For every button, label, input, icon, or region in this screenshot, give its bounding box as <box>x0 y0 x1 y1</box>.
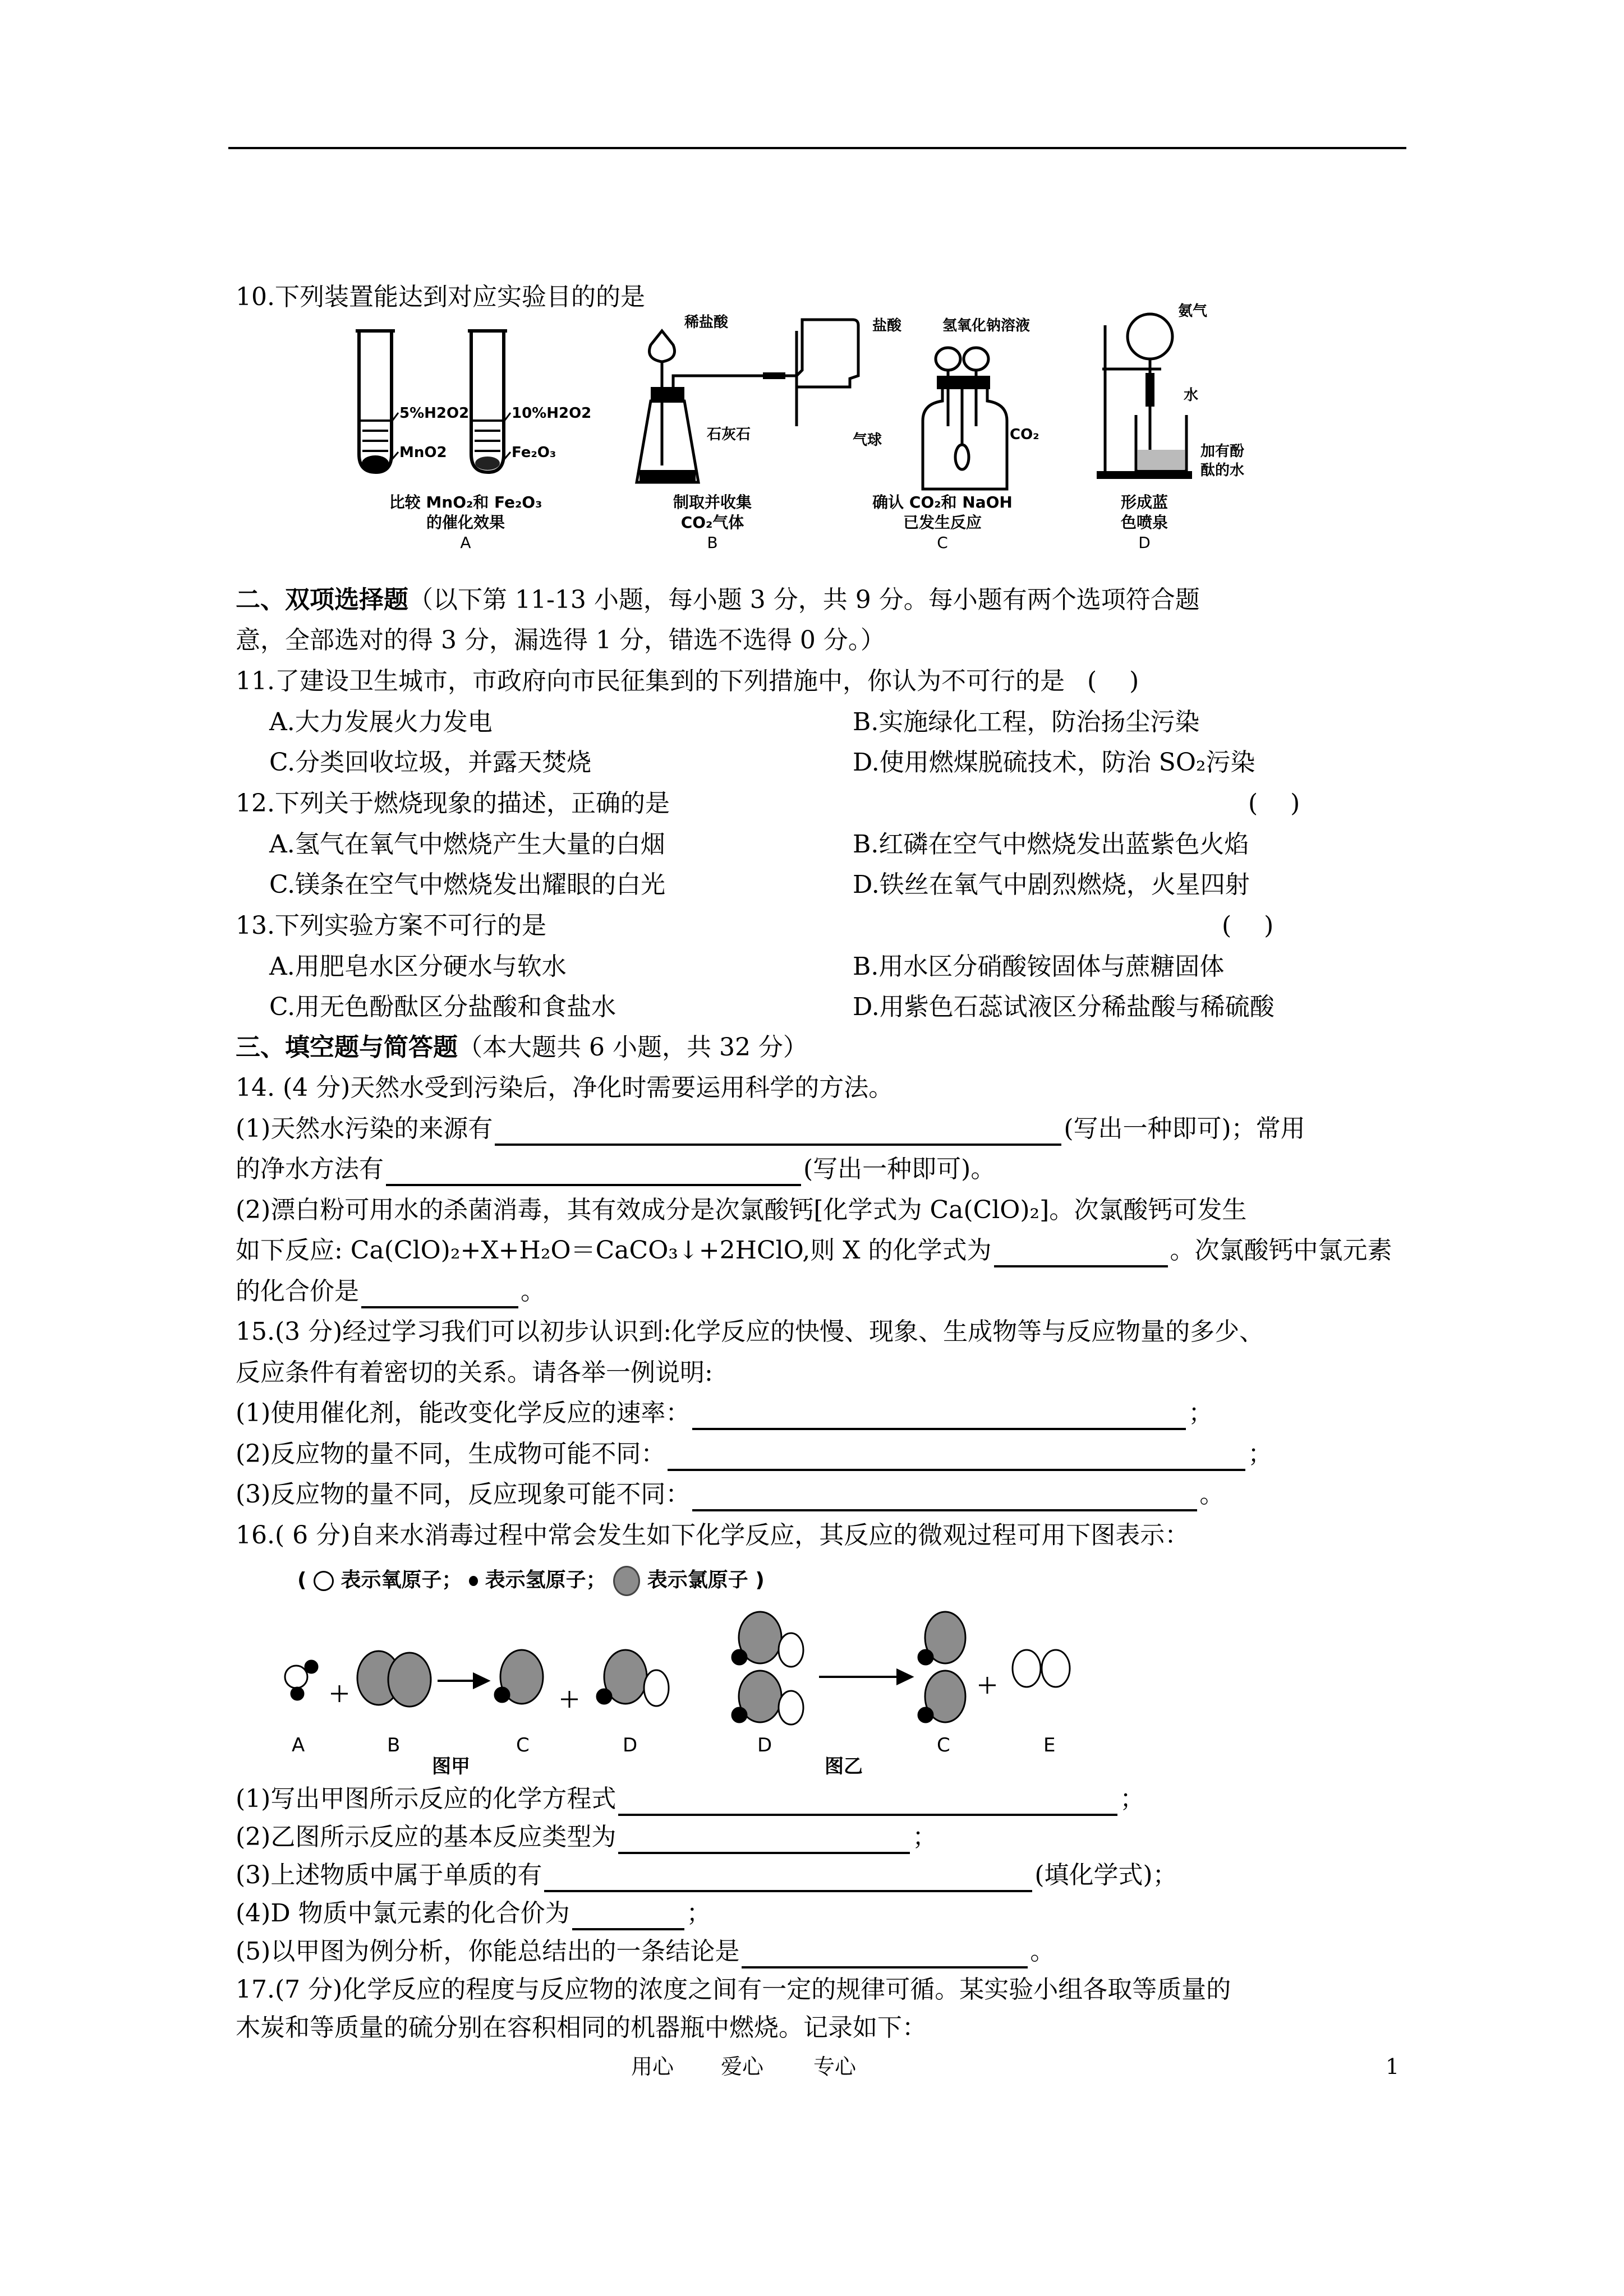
q11-option-b: B.实施绿化工程，防治扬尘污染 <box>853 708 1200 736</box>
fig-yi-title: 图乙 <box>825 1755 863 1778</box>
apparatus-a-letter: A <box>460 533 471 552</box>
q15-item-1-blank[interactable] <box>692 1402 1186 1430</box>
fig-yi-label-d: D <box>757 1734 772 1756</box>
section3-title: 三、填空题与简答题 <box>236 1033 458 1062</box>
chlorine-atom-icon <box>613 1566 640 1596</box>
molecule-d <box>597 1650 669 1706</box>
q16-q4-blank[interactable] <box>572 1902 684 1930</box>
label-co2: CO₂ <box>1010 426 1039 443</box>
label-fe2o3: Fe₂O₃ <box>512 444 556 461</box>
q15-item-2: (2)反应物的量不同，生成物可能不同： ； <box>236 1437 1272 1471</box>
apparatus-d-figure <box>1094 303 1195 488</box>
section3-heading <box>236 1031 808 1064</box>
label-phenol-water-1: 加有酚 <box>1200 443 1245 460</box>
hydrogen-atom-icon <box>469 1576 478 1586</box>
q14-purify-method-blank[interactable] <box>386 1158 801 1186</box>
q17-stem-2: 木炭和等质量的硫分别在容积相同的机器瓶中燃烧。记录如下： <box>236 2013 927 2042</box>
q13-option-d: D.用紫色石蕊试液区分稀盐酸与稀硫酸 <box>853 993 1275 1021</box>
footer-motto-2: 爱心 <box>721 2054 764 2079</box>
q14-part1-line2: 的净水方法有 (写出一种即可)。 <box>236 1152 995 1186</box>
q16-question-3: (3)上述物质中属于单质的有 (填化学式)； <box>236 1859 1177 1892</box>
section2-desc-1: （以下第 11-13 小题，每小题 3 分，共 9 分。每小题有两个选项符合题 <box>408 585 1200 614</box>
q16-reaction-figure <box>252 1604 1094 1733</box>
q14-part1-line1: (1)天然水污染的来源有 (写出一种即可)；常用 <box>236 1112 1305 1146</box>
fig-jia-label-b: B <box>387 1734 401 1756</box>
apparatus-c-figure <box>898 342 1032 494</box>
q14-part2-line1: (2)漂白粉可用水的杀菌消毒，其有效成分是次氯酸钙[化学式为 Ca(ClO)₂]。次氯酸钙可发生 <box>236 1196 1247 1224</box>
q14-valence-blank[interactable] <box>361 1280 518 1308</box>
label-mno2: MnO2 <box>399 444 447 461</box>
q13-option-c: C.用无色酚酞区分盐酸和食盐水 <box>269 993 617 1021</box>
molecule-c-2 <box>918 1671 965 1722</box>
label-water: 水 <box>1184 387 1199 404</box>
apparatus-b-figure <box>628 314 864 494</box>
label-ammonia: 氨气 <box>1178 303 1208 320</box>
apparatus-d-letter: D <box>1138 533 1151 552</box>
q12-option-c: C.镁条在空气中燃烧发出耀眼的白光 <box>269 870 666 899</box>
plus-sign-1 <box>331 1685 348 1702</box>
q11-answer-paren[interactable]: ( ) <box>1087 667 1139 695</box>
footer-motto-3: 专心 <box>813 2054 857 2079</box>
q16-question-5: (5)以甲图为例分析，你能总结出的一条结论是 。 <box>236 1935 1055 1968</box>
label-balloon: 气球 <box>853 432 882 449</box>
section2-heading <box>236 583 1200 617</box>
molecule-d-1 <box>732 1612 803 1667</box>
apparatus-b-caption: 制取并收集 CO₂气体 B <box>640 492 785 553</box>
q16-question-4: (4)D 物质中氯元素的化合价为 ； <box>236 1897 711 1930</box>
q16-legend: ( 表示氧原子； 表示氢原子； 表示氯原子 ) <box>297 1565 765 1596</box>
fig-yi-label-c: C <box>937 1734 950 1756</box>
q12-stem: 12.下列关于燃烧现象的描述，正确的是 <box>236 789 670 818</box>
section2-title: 二、双项选择题 <box>236 585 408 614</box>
q11-option-d: D.使用燃煤脱硫技术，防治 SO₂污染 <box>853 748 1255 777</box>
q11-stem: 11.了建设卫生城市，市政府向市民征集到的下列措施中，你认为不可行的是 ( ) <box>236 667 1139 695</box>
q14-part2-line2: 如下反应: Ca(ClO)₂+X+H₂O＝CaCO₃↓+2HClO,则 X 的化学式为 。次氯酸钙中氯元素 <box>236 1234 1392 1267</box>
label-dilute-hcl: 稀盐酸 <box>684 314 729 331</box>
q17-stem-1: 17.(7 分)化学反应的程度与反应物的浓度之间有一定的规律可循。某实验小组各取等质量的 <box>236 1975 1231 2004</box>
q10-stem: 10.下列装置能达到对应实验目的的是 <box>236 283 645 311</box>
label-5pct-h2o2: 5%H2O2 <box>399 405 470 422</box>
page-number: 1 <box>1386 2054 1400 2079</box>
apparatus-c-caption: 确认 CO₂和 NaOH 已发生反应 C <box>853 492 1032 553</box>
q14-stem: 14. (4 分)天然水受到污染后，净化时需要运用科学的方法。 <box>236 1073 894 1102</box>
q16-question-1: (1)写出甲图所示反应的化学方程式 ； <box>236 1782 1144 1816</box>
q16-q2-blank[interactable] <box>618 1826 910 1854</box>
q14-pollution-source-blank[interactable] <box>495 1118 1061 1146</box>
section2-desc-2: 意，全部选对的得 3 分，漏选得 1 分，错选不选得 0 分。） <box>236 626 885 654</box>
molecule-d-2 <box>732 1671 803 1725</box>
molecule-c-1 <box>918 1612 965 1665</box>
q12-option-b: B.红磷在空气中燃烧发出蓝紫色火焰 <box>853 830 1249 859</box>
fig-jia-label-d: D <box>623 1734 638 1756</box>
q13-option-a: A.用肥皂水区分硬水与软水 <box>269 952 567 981</box>
q16-q1-blank[interactable] <box>618 1788 1117 1816</box>
molecule-a <box>285 1661 318 1700</box>
q16-q3-blank[interactable] <box>544 1864 1032 1892</box>
apparatus-c-letter: C <box>937 533 948 552</box>
molecule-c <box>495 1650 543 1704</box>
fig-jia-label-a: A <box>292 1734 305 1756</box>
q14-part2-line3: 的化合价是 。 <box>236 1275 545 1308</box>
molecule-e <box>1013 1650 1070 1687</box>
q16-question-2: (2)乙图所示反应的基本反应类型为 ； <box>236 1820 937 1854</box>
label-phenol-water-2: 酞的水 <box>1200 462 1245 479</box>
q11-option-a: A.大力发展火力发电 <box>269 708 493 736</box>
plus-sign-3 <box>979 1677 996 1694</box>
apparatus-b-letter: B <box>707 533 718 552</box>
fig-jia-title: 图甲 <box>432 1755 470 1778</box>
q15-item-1: (1)使用催化剂，能改变化学反应的速率： ； <box>236 1396 1213 1430</box>
fig-yi-label-e: E <box>1043 1734 1056 1756</box>
section3-desc: （本大题共 6 小题，共 32 分） <box>458 1033 808 1062</box>
apparatus-d-caption: 形成蓝 色喷泉 D <box>1099 492 1189 553</box>
oxygen-atom-icon <box>314 1571 334 1591</box>
q16-stem: 16.( 6 分)自来水消毒过程中常会发生如下化学反应，其反应的微观过程可用下图表示： <box>236 1521 1190 1550</box>
q13-option-b: B.用水区分硝酸铵固体与蔗糖固体 <box>853 952 1225 981</box>
q15-stem-1: 15.(3 分)经过学习我们可以初步认识到:化学反应的快慢、现象、生成物等与反应物量的多少、 <box>236 1317 1264 1346</box>
footer-motto-1: 用心 <box>631 2054 674 2079</box>
q15-item-2-blank[interactable] <box>668 1443 1245 1471</box>
q12-option-a: A.氢气在氧气中燃烧产生大量的白烟 <box>269 830 665 859</box>
header-rule <box>228 147 1406 149</box>
q13-stem: 13.下列实验方案不可行的是 <box>236 911 546 940</box>
q15-stem-2: 反应条件有着密切的关系。请各举一例说明: <box>236 1358 713 1387</box>
plus-sign-2 <box>561 1691 578 1708</box>
q15-item-3-blank[interactable] <box>692 1483 1197 1511</box>
fig-jia-label-c: C <box>516 1734 530 1756</box>
label-hydrochloric-acid: 盐酸 <box>872 317 902 334</box>
q14-x-formula-blank[interactable] <box>994 1239 1168 1267</box>
q16-q5-blank[interactable] <box>742 1940 1028 1968</box>
arrow-jia <box>438 1674 488 1688</box>
arrow-yi <box>819 1670 912 1684</box>
apparatus-a-caption: 比较 MnO₂和 Fe₂O₃ 的催化效果 A <box>348 492 583 553</box>
q11-option-c: C.分类回收垃圾，并露天焚烧 <box>269 748 592 777</box>
label-limestone: 石灰石 <box>707 426 751 443</box>
label-10pct-h2o2: 10%H2O2 <box>512 405 592 422</box>
label-naoh-solution: 氢氧化钠溶液 <box>942 317 1030 334</box>
q12-answer-paren[interactable]: ( ) <box>1248 789 1300 818</box>
molecule-b <box>357 1651 431 1707</box>
q15-item-3: (3)反应物的量不同，反应现象可能不同： 。 <box>236 1478 1224 1511</box>
q13-answer-paren[interactable]: ( ) <box>1222 911 1274 940</box>
q12-option-d: D.铁丝在氧气中剧烈燃烧，火星四射 <box>853 870 1250 899</box>
